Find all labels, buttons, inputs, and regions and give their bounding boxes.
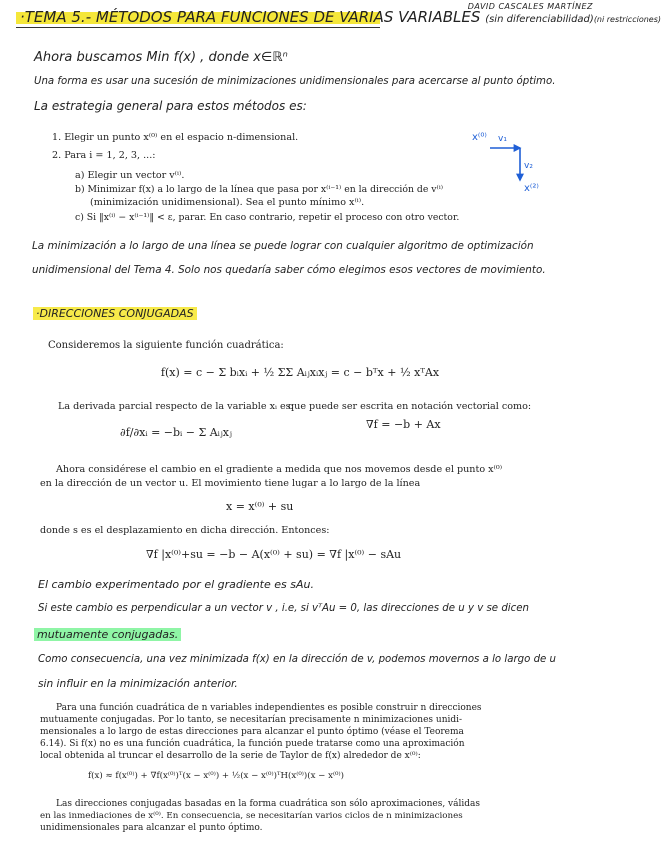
gradient-change-note: El cambio experimentado por el gradiente es sAu. (38, 578, 314, 591)
excerpt-line-1: Para una función cuadrática de n variables independientes es posible construir n direcciones (56, 703, 482, 713)
v1-label: v₁ (498, 134, 507, 144)
gradient-change-text-1: Ahora considérese el cambio en el gradiente a medida que nos movemos desde el punto x⁽⁰⁾ (56, 464, 503, 475)
intro-line-2: Una forma es usar una sucesión de minimizaciones unidimensionales para acercarse al punto óptimo. (34, 76, 556, 87)
taylor-formula: f(x) ≈ f(x⁽⁰⁾) + ∇f(x⁽⁰⁾)ᵀ(x − x⁽⁰⁾) + ½(x − x⁽⁰⁾)ᵀH(x⁽⁰⁾)(x − x⁽⁰⁾) (88, 771, 344, 781)
vector-notation-text: que puede ser escrita en notación vectorial como: (288, 401, 532, 412)
excerpt-line-8: unidimensionales para alcanzar el punto óptimo. (40, 823, 263, 833)
intro-line-1: Ahora buscamos Min f(x) , donde x∈ℝⁿ (34, 50, 288, 65)
algo-step-b1: b) Minimizar f(x) a lo largo de la línea que pasa por x⁽ⁱ⁻¹⁾ en la dirección de v⁽ⁱ⁾ (75, 184, 443, 195)
intro-line-3: La estrategia general para estos métodos es: (34, 99, 307, 113)
algo-step-c: c) Si ‖x⁽ⁱ⁾ − x⁽ⁱ⁻¹⁾‖ < ε, parar. En caso contrario, repetir el proceso con otro vector. (75, 212, 460, 223)
partial-derivative-formula: ∂f/∂xᵢ = −bᵢ − Σ Aᵢⱼxⱼ (120, 426, 232, 439)
excerpt-line-4: 6.14). Si f(x) no es una función cuadrática, la función puede tratarse como una aproximación (40, 739, 465, 749)
perpendicular-note: Si este cambio es perpendicular a un vector v , i.e, si vᵀAu = 0, las direcciones de u y v se dicen (38, 603, 529, 614)
line-search-note-1: La minimización a lo largo de una línea se puede lograr con cualquier algoritmo de optimización (32, 240, 534, 252)
mutually-conjugate-label: mutuamente conjugadas. (34, 628, 181, 641)
title-main: ·TEMA 5.- MÉTODOS PARA FUNCIONES DE VARIAS VARIABLES (20, 8, 481, 26)
algo-step-b2: (minimización unidimensional). Sea el punto mínimo x⁽ⁱ⁾. (90, 197, 365, 208)
excerpt-line-5: local obtenida al truncar el desarrollo de la serie de Taylor de f(x) alrededor de x⁽⁰⁾: (40, 751, 421, 761)
author-name: DAVID CASCALES MARTÍNEZ (467, 2, 593, 11)
direction-diagram (468, 118, 558, 198)
partial-derivative-text: La derivada parcial respecto de la variable xᵢ es: (58, 401, 294, 412)
excerpt-line-6: Las direcciones conjugadas basadas en la forma cuadrática son sólo aproximaciones, válidas (56, 799, 481, 809)
gradient-formula: ∇f = −b + Ax (366, 418, 441, 431)
excerpt-line-3: mensionales a lo largo de estas direcciones para alcanzar el punto óptimo (véase el Teorema (40, 727, 464, 737)
title-sub2: (ni restricciones) (593, 15, 661, 24)
quad-formula: f(x) = c − Σ bᵢxᵢ + ½ ΣΣ Aᵢⱼxᵢxⱼ = c − bᵀx + ½ xᵀAx (160, 366, 440, 379)
title-underline (16, 27, 380, 28)
excerpt-line-2: mutuamente conjugadas. Por lo tanto, se necesitarían precisamente n minimizaciones unidi- (40, 715, 463, 725)
gradient-change-text-2: en la dirección de un vector u. El movimiento tiene lugar a lo largo de la línea (40, 478, 421, 489)
consequence-note-2: sin influir en la minimización anterior. (38, 678, 238, 690)
x0-label: x⁽⁰⁾ (472, 132, 487, 143)
quad-intro: Consideremos la siguiente función cuadrática: (48, 340, 284, 351)
gradient-change-formula: ∇f |x⁽⁰⁾+su = −b − A(x⁽⁰⁾ + su) = ∇f |x⁽⁰⁾ − sAu (146, 548, 402, 561)
algo-step-1: 1. Elegir un punto x⁽⁰⁾ en el espacio n-dimensional. (52, 132, 299, 143)
page-title (20, 8, 661, 26)
algo-step-a: a) Elegir un vector v⁽ⁱ⁾. (75, 170, 185, 181)
line-search-note-2: unidimensional del Tema 4. Solo nos quedaría saber cómo elegimos esos vectores de movimiento. (32, 264, 546, 276)
excerpt-line-7: en las inmediaciones de x⁽⁰⁾. En consecuencia, se necesitarían varios ciclos de n minimizaciones (40, 811, 463, 821)
displacement-text: donde s es el desplazamiento en dicha dirección. Entonces: (40, 525, 330, 536)
v2-label: v₂ (524, 161, 533, 171)
title-sub1: (sin diferenciabilidad) (485, 14, 594, 25)
section-conjugate-directions: ·DIRECCIONES CONJUGADAS (33, 307, 197, 320)
x2-label: x⁽²⁾ (524, 183, 539, 194)
line-formula: x = x⁽⁰⁾ + su (226, 500, 294, 513)
algo-step-2: 2. Para i = 1, 2, 3, ...: (52, 150, 156, 161)
consequence-note-1: Como consecuencia, una vez minimizada f(x) en la dirección de v, podemos movernos a lo largo de u (38, 654, 557, 665)
